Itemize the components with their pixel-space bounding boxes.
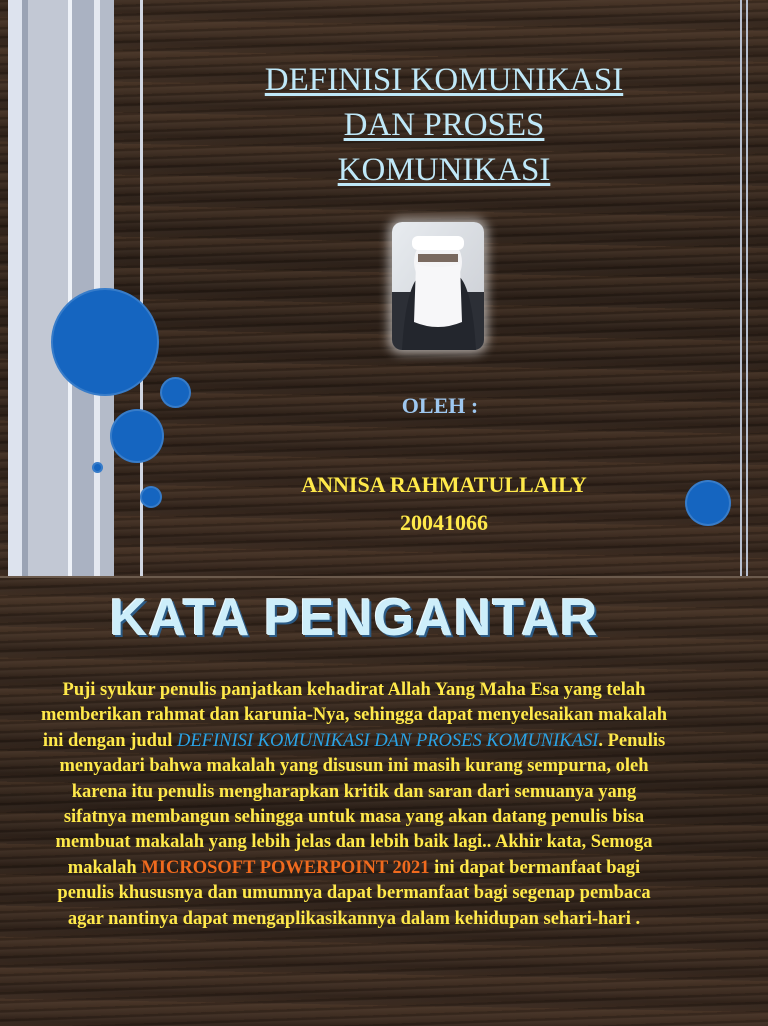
title-line-2: DAN PROSES — [343, 107, 545, 143]
slide-title — [200, 58, 688, 193]
preface-text-3: ini dapat bermanfaat bagi penulis khususnya dan umumnya dapat bermanfaat bagi segenap pembaca agar nantinya dapat mengaplikasikannya dalam kehidupan sehari-hari . — [57, 857, 651, 929]
decorative-stripes — [0, 0, 140, 576]
author-id: 20041066 — [400, 510, 488, 535]
preface-product-reference: MICROSOFT POWERPOINT 2021 — [141, 857, 430, 878]
preface-title-reference: DEFINISI KOMUNIKASI DAN PROSES KOMUNIKASI — [177, 730, 599, 751]
title-line-1: DEFINISI KOMUNIKASI — [264, 62, 624, 98]
by-label: OLEH : — [401, 393, 479, 418]
decorative-circle-small — [92, 462, 103, 473]
title-line-3: KOMUNIKASI — [337, 152, 551, 188]
decorative-circle — [160, 377, 191, 408]
preface-title: KATA PENGANTAR — [109, 589, 599, 647]
preface-text-1: Puji syukur penulis panjatkan kehadirat Allah Yang Maha Esa yang telah memberikan rahmat dan karunia-Nya, sehingga dapat menyelesaikan makalah ini dengan judul — [41, 680, 667, 751]
author-photo-image — [392, 222, 484, 350]
decorative-circle — [110, 409, 164, 463]
preface-text-2: . Penulis menyadari bahwa makalah yang disusun ini masih kurang sempurna, oleh karena itu penulis mengharapkan kritik dan saran dari semuanya yang sifatnya membangun sehingga untuk masa yang akan datang penulis bisa membuat makalah yang lebih jelas dan lebih baik lagi.. Akhir kata, Semoga makalah — [55, 730, 666, 878]
decorative-circle-right — [685, 480, 731, 526]
preface-paragraph — [40, 678, 668, 932]
author-block — [240, 466, 648, 542]
decorative-circle-large — [51, 288, 159, 396]
decorative-right-lines — [740, 0, 750, 576]
author-name: ANNISA RAHMATULLAILY — [301, 472, 587, 497]
author-photo — [392, 222, 484, 350]
decorative-circle — [140, 486, 162, 508]
